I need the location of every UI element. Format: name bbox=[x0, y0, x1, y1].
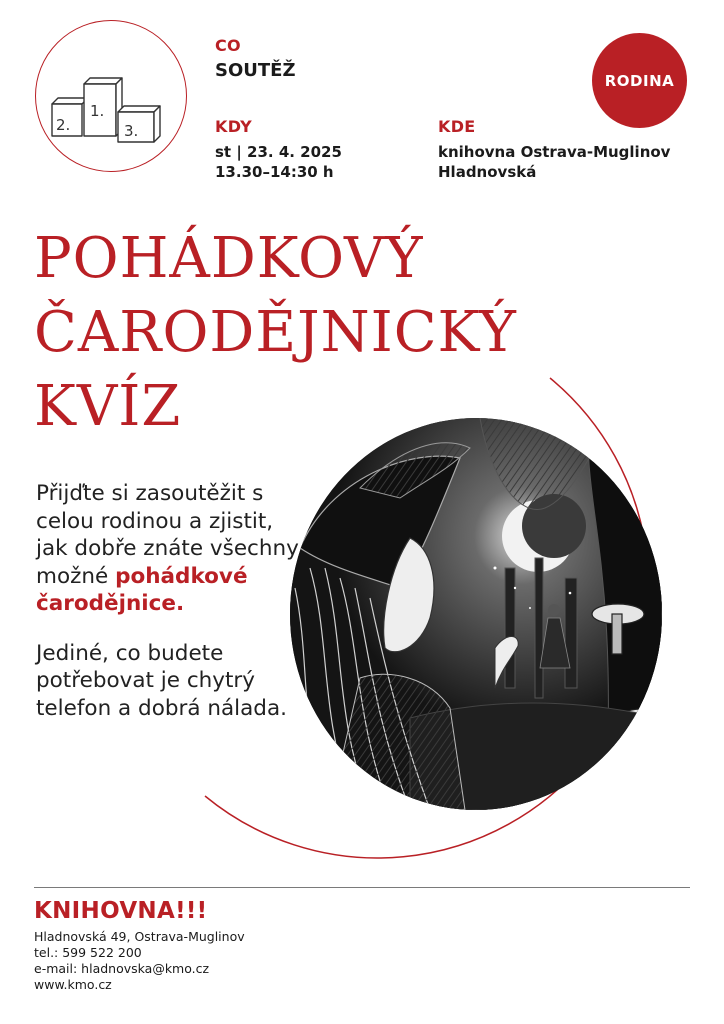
kdy-time: 13.30–14:30 h bbox=[215, 163, 334, 181]
footer-divider bbox=[34, 887, 690, 888]
podium-icon bbox=[44, 70, 184, 150]
kde-place: knihovna Ostrava-Muglinov bbox=[438, 143, 671, 161]
title-line-2: ČARODĚJNICKÝ bbox=[34, 300, 517, 365]
co-label: CO bbox=[215, 36, 241, 55]
podium-third: 3. bbox=[124, 122, 139, 140]
title-line-1: POHÁDKOVÝ bbox=[34, 226, 424, 291]
title-line-3: KVÍZ bbox=[34, 374, 182, 439]
description-highlight: pohádkové čarodějnice. bbox=[36, 563, 248, 616]
footer-address: Hladnovská 49, Ostrava-Muglinov bbox=[34, 929, 245, 944]
description-paragraph-2: Jediné, co budete potřebovat je chytrý telefon a dobrá nálada. bbox=[36, 640, 287, 721]
rodina-badge: RODINA bbox=[592, 33, 687, 128]
kdy-date: st | 23. 4. 2025 bbox=[215, 143, 342, 161]
co-value: SOUTĚŽ bbox=[215, 60, 296, 81]
kde-branch: Hladnovská bbox=[438, 163, 537, 181]
description-text-1: Přijďte si zasoutěžit s celou rodinou a zjistit, jak dobře znáte všechny možné bbox=[36, 481, 299, 589]
witch-illustration bbox=[290, 418, 662, 810]
event-title bbox=[34, 222, 517, 444]
library-brand: KNIHOVNA!!! bbox=[34, 898, 208, 924]
kdy-label: KDY bbox=[215, 117, 253, 136]
footer-phone: tel.: 599 522 200 bbox=[34, 945, 142, 960]
event-description bbox=[36, 480, 306, 744]
description-paragraph-1 bbox=[36, 480, 306, 618]
footer-web: www.kmo.cz bbox=[34, 977, 112, 992]
podium-first: 1. bbox=[90, 102, 105, 120]
kde-label: KDE bbox=[438, 117, 476, 136]
footer-email: e-mail: hladnovska@kmo.cz bbox=[34, 961, 210, 976]
footer-contact bbox=[34, 929, 245, 993]
podium-second: 2. bbox=[56, 116, 71, 134]
